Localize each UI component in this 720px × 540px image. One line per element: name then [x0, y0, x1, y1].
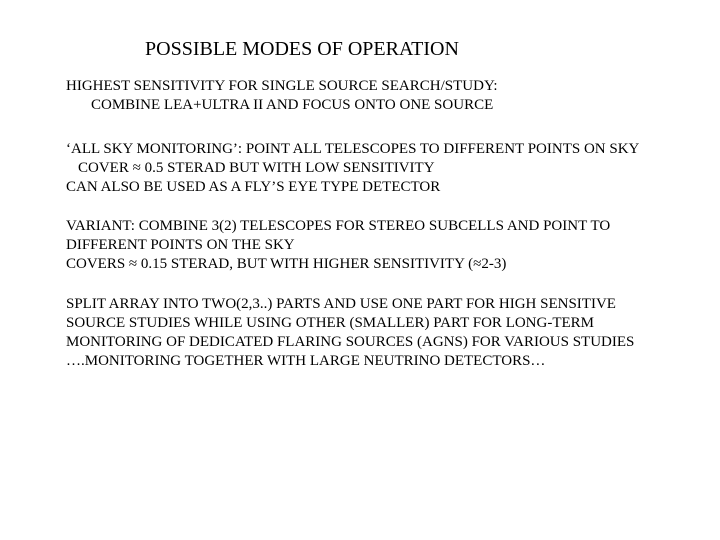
paragraph-line: VARIANT: COMBINE 3(2) TELESCOPES FOR STEREO SUBCELLS AND POINT TO — [66, 218, 611, 234]
paragraph-all-sky-mode — [66, 140, 706, 197]
paragraph-line: ….MONITORING TOGETHER WITH LARGE NEUTRINO DETECTORS… — [66, 353, 546, 369]
paragraph-line: COVER ≈ 0.5 STERAD BUT WITH LOW SENSITIVITY — [78, 160, 435, 176]
paragraph-line: CAN ALSO BE USED AS A FLY’S EYE TYPE DETECTOR — [66, 179, 441, 195]
paragraph-line: COVERS ≈ 0.15 STERAD, BUT WITH HIGHER SENSITIVITY (≈2-3) — [66, 256, 507, 272]
slide-title: POSSIBLE MODES OF OPERATION — [145, 38, 459, 60]
paragraph-split-array-mode — [66, 295, 706, 371]
paragraph-line: SOURCE STUDIES WHILE USING OTHER (SMALLER) PART FOR LONG-TERM — [66, 315, 595, 331]
paragraph-line: SPLIT ARRAY INTO TWO(2,3..) PARTS AND USE ONE PART FOR HIGH SENSITIVE — [66, 296, 616, 312]
paragraph-stereo-variant — [66, 217, 706, 274]
paragraph-line: COMBINE LEA+ULTRA II AND FOCUS ONTO ONE SOURCE — [91, 97, 494, 113]
paragraph-line: DIFFERENT POINTS ON THE SKY — [66, 237, 295, 253]
paragraph-single-source-mode — [66, 77, 706, 115]
paragraph-line: ‘ALL SKY MONITORING’: POINT ALL TELESCOPES TO DIFFERENT POINTS ON SKY — [66, 141, 640, 157]
paragraph-line: MONITORING OF DEDICATED FLARING SOURCES (AGNS) FOR VARIOUS STUDIES — [66, 334, 635, 350]
paragraph-line: HIGHEST SENSITIVITY FOR SINGLE SOURCE SEARCH/STUDY: — [66, 78, 498, 94]
